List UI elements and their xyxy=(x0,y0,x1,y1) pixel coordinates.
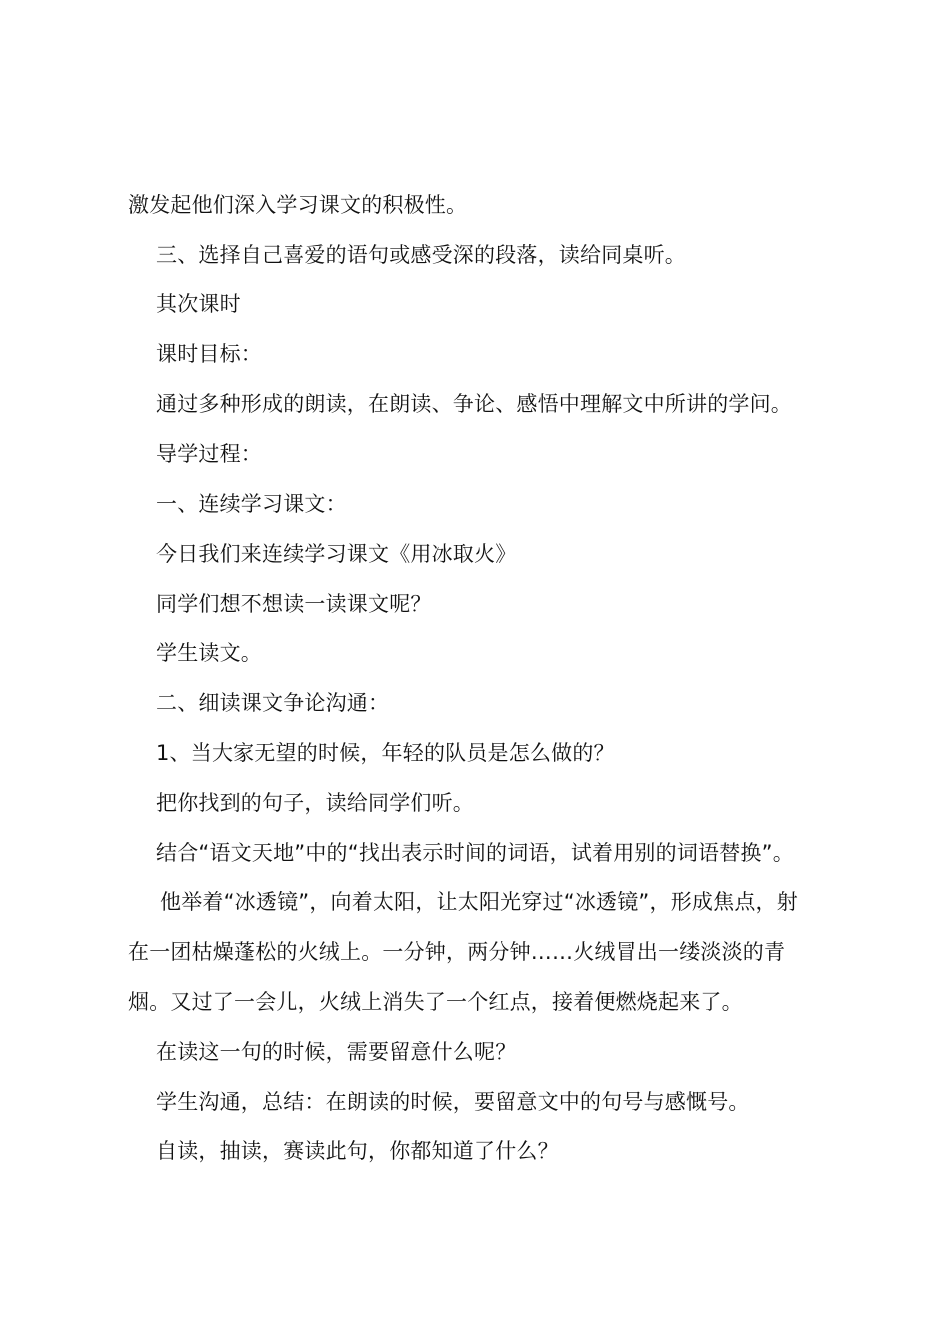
text-line-4: 课时目标： xyxy=(156,342,262,366)
text-line-16: 在一团枯燥蓬松的火绒上。一分钟，两分钟……火绒冒出一缕淡淡的青 xyxy=(128,940,786,964)
text-line-6: 导学过程： xyxy=(156,442,262,466)
text-line-18: 在读这一句的时候，需要留意什么呢？ xyxy=(156,1040,517,1064)
text-line-12: 1、当大家无望的时候，年轻的队员是怎么做的？ xyxy=(156,741,615,765)
text-line-14: 结合“语文天地”中的“找出表示时间的词语，试着用别的词语替换”。 xyxy=(156,841,794,865)
text-line-7: 一、连续学习课文： xyxy=(156,492,347,516)
text-line-10: 学生读文。 xyxy=(156,641,262,665)
text-line-17: 烟。又过了一会儿，火绒上消失了一个红点，接着便燃烧起来了。 xyxy=(128,990,743,1014)
text-line-1: 激发起他们深入学习课文的积极性。 xyxy=(128,193,468,217)
text-line-13: 把你找到的句子，读给同学们听。 xyxy=(156,791,474,815)
text-line-19: 学生沟通，总结：在朗读的时候，要留意文中的句号与感慨号。 xyxy=(156,1090,750,1114)
text-line-15: 他举着“冰透镜”，向着太阳，让太阳光穿过“冰透镜”，形成焦点，射 xyxy=(160,890,798,914)
section-heading: 其次课时 xyxy=(156,292,241,316)
text-line-20: 自读，抽读，赛读此句，你都知道了什么？ xyxy=(156,1139,559,1163)
text-line-9: 同学们想不想读一读课文呢？ xyxy=(156,592,432,616)
text-line-11: 二、细读课文争论沟通： xyxy=(156,691,390,715)
text-line-5: 通过多种形成的朗读，在朗读、争论、感悟中理解文中所讲的学问。 xyxy=(156,392,792,416)
text-line-8: 今日我们来连续学习课文《用冰取火》 xyxy=(156,542,517,566)
text-line-2: 三、选择自己喜爱的语句或感受深的段落，读给同桌听。 xyxy=(156,243,686,267)
